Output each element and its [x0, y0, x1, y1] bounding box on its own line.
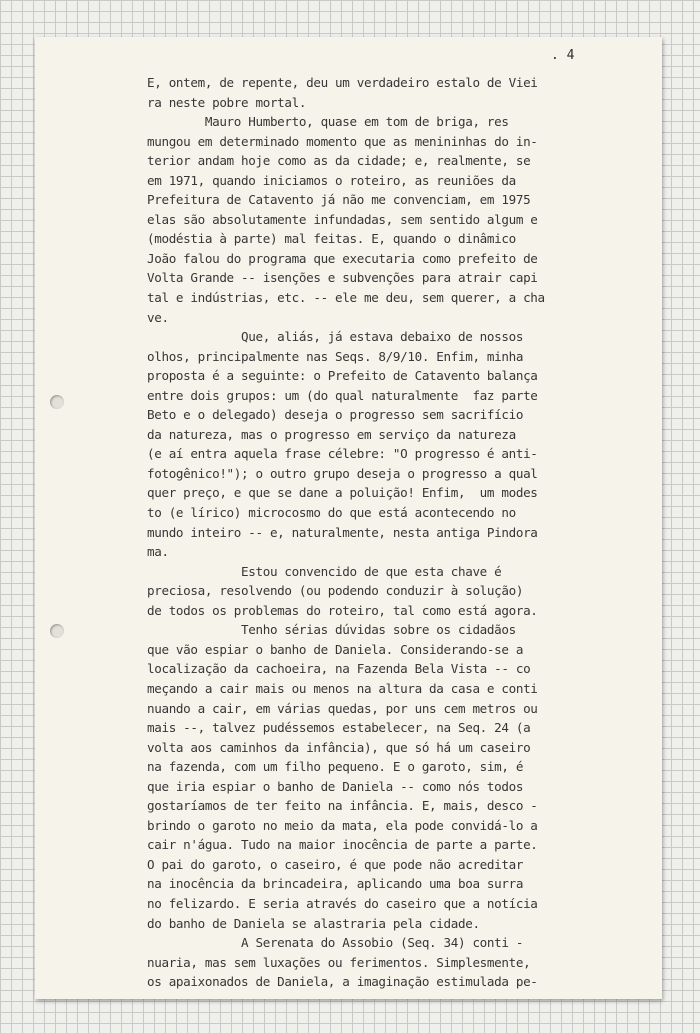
text-line: brindo o garoto no meio da mata, ela pode convidá-lo a [147, 817, 538, 833]
text-line: meçando a cair mais ou menos na altura da casa e conti [147, 680, 538, 696]
text-line: terior andam hoje como as da cidade; e, realmente, se [147, 153, 531, 169]
text-line: mungou em determinado momento que as menininhas do in- [147, 133, 538, 149]
text-line: Que, aliás, já estava debaixo de nossos [147, 329, 524, 345]
text-line: da natureza, mas o progresso em serviço da natureza [147, 426, 516, 442]
document-page [35, 37, 662, 999]
text-line: volta aos caminhos da infância), que só há um caseiro [147, 739, 531, 755]
text-line: em 1971, quando iniciamos o roteiro, as reuniões da [147, 172, 516, 188]
text-line: que iria espiar o banho de Daniela -- como nós todos [147, 778, 524, 794]
text-line: nuando a cair, em várias quedas, por uns cem metros ou [147, 700, 538, 716]
text-line: localização da cachoeira, na Fazenda Bela Vista -- co [147, 661, 531, 677]
text-line: ma. [147, 544, 169, 560]
punch-hole-bottom [50, 624, 64, 638]
text-line: Estou convencido de que esta chave é [147, 563, 502, 579]
text-line: A Serenata do Assobio (Seq. 34) conti - [147, 935, 524, 951]
text-line: gostaríamos de ter feito na infância. E, mais, desco - [147, 798, 538, 814]
text-line: E, ontem, de repente, deu um verdadeiro estalo de Viei [147, 75, 538, 90]
text-line: do banho de Daniela se alastraria pela cidade. [147, 915, 480, 931]
typed-text-body [147, 73, 627, 992]
text-line: mais --, talvez pudéssemos estabelecer, na Seq. 24 (a [147, 720, 531, 736]
text-line: preciosa, resolvendo (ou podendo conduzir à solução) [147, 583, 524, 599]
text-line: Tenho sérias dúvidas sobre os cidadãos [147, 622, 516, 638]
text-line: Volta Grande -- isenções e subvenções para atrair capi [147, 270, 538, 286]
text-line: na fazenda, com um filho pequeno. E o garoto, sim, é [147, 759, 524, 775]
text-line: fotogênico!"); o outro grupo deseja o progresso a qual [147, 465, 538, 481]
text-line: mundo inteiro -- e, naturalmente, nesta antiga Pindora [147, 524, 538, 540]
text-line: de todos os problemas do roteiro, tal como está agora. [147, 602, 538, 618]
text-line: (e aí entra aquela frase célebre: "O progresso é anti- [147, 446, 538, 462]
text-line: tal e indústrias, etc. -- ele me deu, sem querer, a cha [147, 290, 545, 306]
text-line: entre dois grupos: um (do qual naturalmente faz parte [147, 387, 538, 403]
text-line: na inocência da brincadeira, aplicando uma boa surra [147, 876, 524, 892]
punch-hole-top [50, 395, 64, 409]
text-line: que vão espiar o banho de Daniela. Considerando-se a [147, 641, 524, 657]
text-line: Beto e o delegado) deseja o progresso sem sacrifício [147, 407, 524, 423]
text-line: ra neste pobre mortal. [147, 94, 307, 110]
text-line: João falou do programa que executaria como prefeito de [147, 250, 538, 266]
text-line: olhos, principalmente nas Seqs. 8/9/10. Enfim, minha [147, 348, 524, 364]
text-line: os apaixonados de Daniela, a imaginação estimulada pe- [147, 974, 538, 990]
text-line: O pai do garoto, o caseiro, é que pode não acreditar [147, 856, 524, 872]
text-line: elas são absolutamente infundadas, sem sentido algum e [147, 211, 538, 227]
text-line: Mauro Humberto, quase em tom de briga, res [147, 114, 509, 130]
text-line: (modéstia à parte) mal feitas. E, quando o dinâmico [147, 231, 516, 247]
text-line: no felizardo. E seria através do caseiro que a notícia [147, 895, 538, 911]
text-line: to (e lírico) microcosmo do que está acontecendo no [147, 505, 516, 521]
text-line: ve. [147, 309, 169, 325]
text-line: nuaria, mas sem luxações ou ferimentos. Simplesmente, [147, 954, 531, 970]
text-line: proposta é a seguinte: o Prefeito de Catavento balança [147, 368, 538, 384]
text-line: quer preço, e que se dane a poluição! Enfim, um modes [147, 485, 538, 501]
page-number: . 4 [551, 48, 575, 63]
text-line: Prefeitura de Catavento já não me convenciam, em 1975 [147, 192, 531, 208]
text-line: cair n'água. Tudo na maior inocência de parte a parte. [147, 837, 538, 853]
